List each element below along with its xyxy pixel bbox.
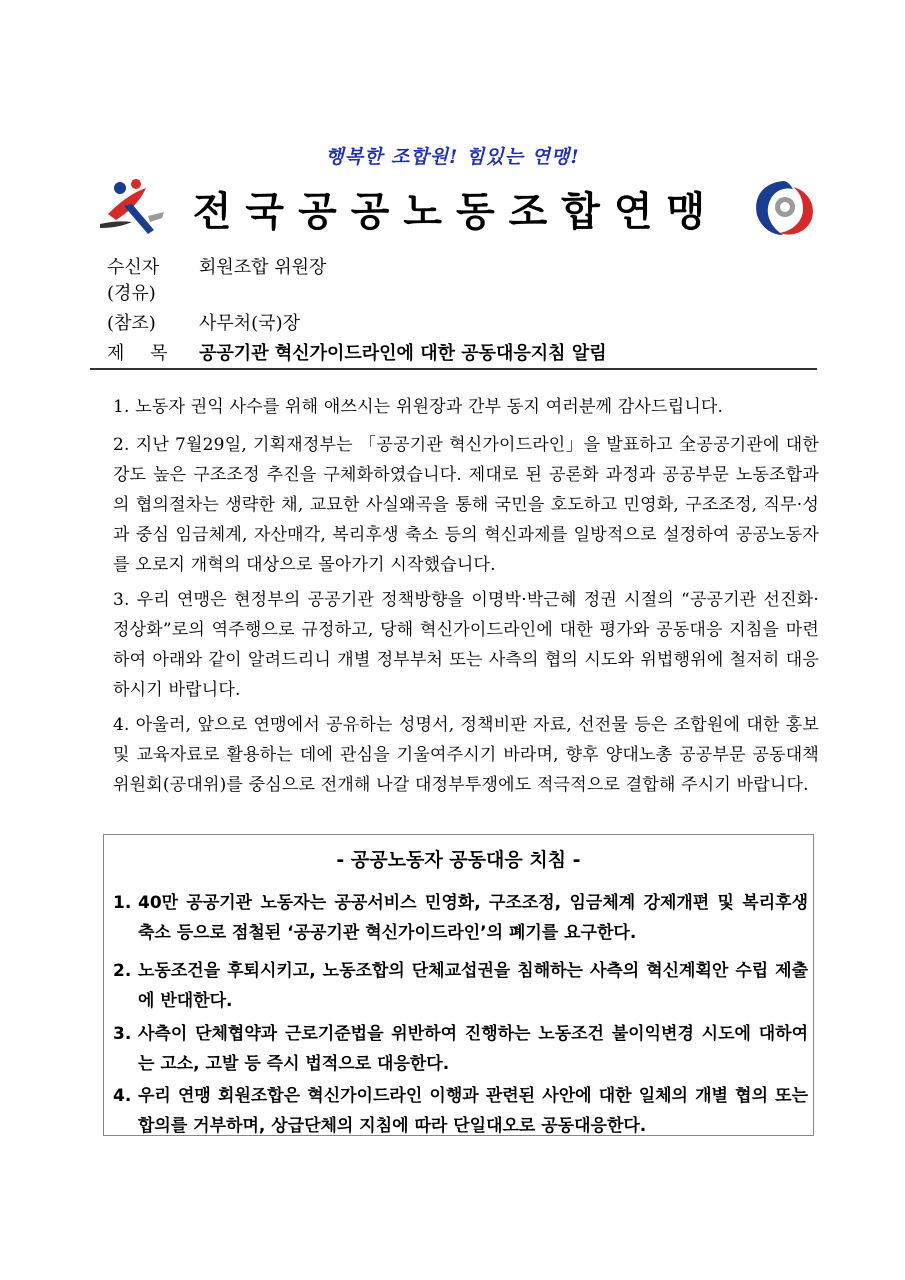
guideline-item-text: 40만 공공기관 노동자는 공공서비스 민영화, 구조조정, 임금체계 강제개편 및 복리후생 축소 등으로 점철된 ‘공공기관 혁신가이드라인’의 폐기를 요구한다.: [138, 893, 808, 943]
slogan: 행복한 조합원! 힘있는 연맹!: [325, 146, 580, 168]
guideline-item-text: 사측이 단체협약과 근로기준법을 위반하여 진행하는 노동조건 불이익변경 시도에 대하여는 고소, 고발 등 즉시 법적으로 대응한다.: [138, 1024, 808, 1074]
guideline-title: - 공공노동자 공동대응 치침 -: [336, 849, 581, 871]
subject-label: 제 목: [107, 343, 178, 364]
guideline-item-text: 노동조건을 후퇴시키고, 노동조합의 단체교섭권을 침해하는 사측의 혁신계획안 수립 제출에 반대한다.: [138, 961, 808, 1011]
guideline-item-text: 우리 연맹 회원조합은 혁신가이드라인 이행과 관련된 사안에 대한 일체의 개별 협의 또는 합의를 거부하며, 상급단체의 지침에 따라 단일대오로 공동대응한다.: [138, 1086, 808, 1136]
body-paragraph-2: 2. 지난 7월29일, 기획재정부는 「공공기관 혁신가이드라인」을 발표하고 全공공기관에 대한 강도 높은 구조조정 추진을 구체화하였습니다. 제대로 된 공론화 과정과 공공부문 노동조합과의 협의절차는 생략한 채, 교묘한 사실왜곡을 통해 국민을 호도하고 민영화, 구조조정, 직무·성과 중심 임금체계, 자산매각, 복리후생 축소 등의 혁신과제를 일방적으로 설정하여 공공노동자를 오로지 개혁의 대상으로 몰아가기 시작했습니다.: [113, 435, 819, 575]
guideline-item-number: 4.: [113, 1086, 132, 1106]
reference-label: (참조): [107, 313, 156, 334]
union-logo-left-icon: [98, 176, 170, 240]
recipient-row: [107, 255, 326, 281]
body-paragraph-3: 3. 우리 연맹은 현정부의 공공기관 정책방향을 이명박·박근혜 정권 시절의 “공공기관 선진화·정상화”로의 역주행으로 규정하고, 당해 혁신가이드라인에 대한 평가와 공동대응 지침을 마련하여 아래와 같이 알려드리니 개별 정부부처 또는 사측의 협의 시도와 위법행위에 철저히 대응하시기 바랍니다.: [113, 590, 819, 700]
reference-row: [107, 311, 300, 337]
guideline-item-number: 3.: [113, 1024, 132, 1044]
guideline-item-number: 2.: [113, 961, 132, 981]
guideline-item: [113, 888, 808, 948]
via-label: (경유): [107, 283, 156, 304]
federation-logo-right-icon: [749, 177, 819, 239]
guideline-item: [113, 1081, 808, 1141]
header-divider: [90, 368, 817, 370]
guideline-item: [113, 956, 808, 1016]
body-paragraph-1: 1. 노동자 권익 사수를 위해 애쓰시는 위원장과 간부 동지 여러분께 감사드립니다.: [113, 397, 724, 417]
guideline-item: [113, 1019, 808, 1079]
reference-value: 사무처(국)장: [199, 313, 300, 334]
via-row: [107, 281, 199, 307]
subject-value: 공공기관 혁신가이드라인에 대한 공동대응지침 알림: [199, 343, 607, 364]
recipient-label: 수신자: [107, 257, 160, 278]
recipient-value: 회원조합 위원장: [199, 257, 327, 278]
org-name: 전국공공노동조합연맹: [192, 189, 720, 235]
body-paragraph-4: 4. 아울러, 앞으로 연맹에서 공유하는 성명서, 정책비판 자료, 선전물 등은 조합원에 대한 홍보 및 교육자료로 활용하는 데에 관심을 기울여주시기 바라며, 향후 양대노총 공공부문 공동대책위원회(공대위)를 중심으로 전개해 나갈 대정부투쟁에도 적극적으로 결합해 주시기 바랍니다.: [113, 715, 819, 795]
guideline-item-number: 1.: [113, 893, 132, 913]
subject-row: [107, 341, 607, 367]
